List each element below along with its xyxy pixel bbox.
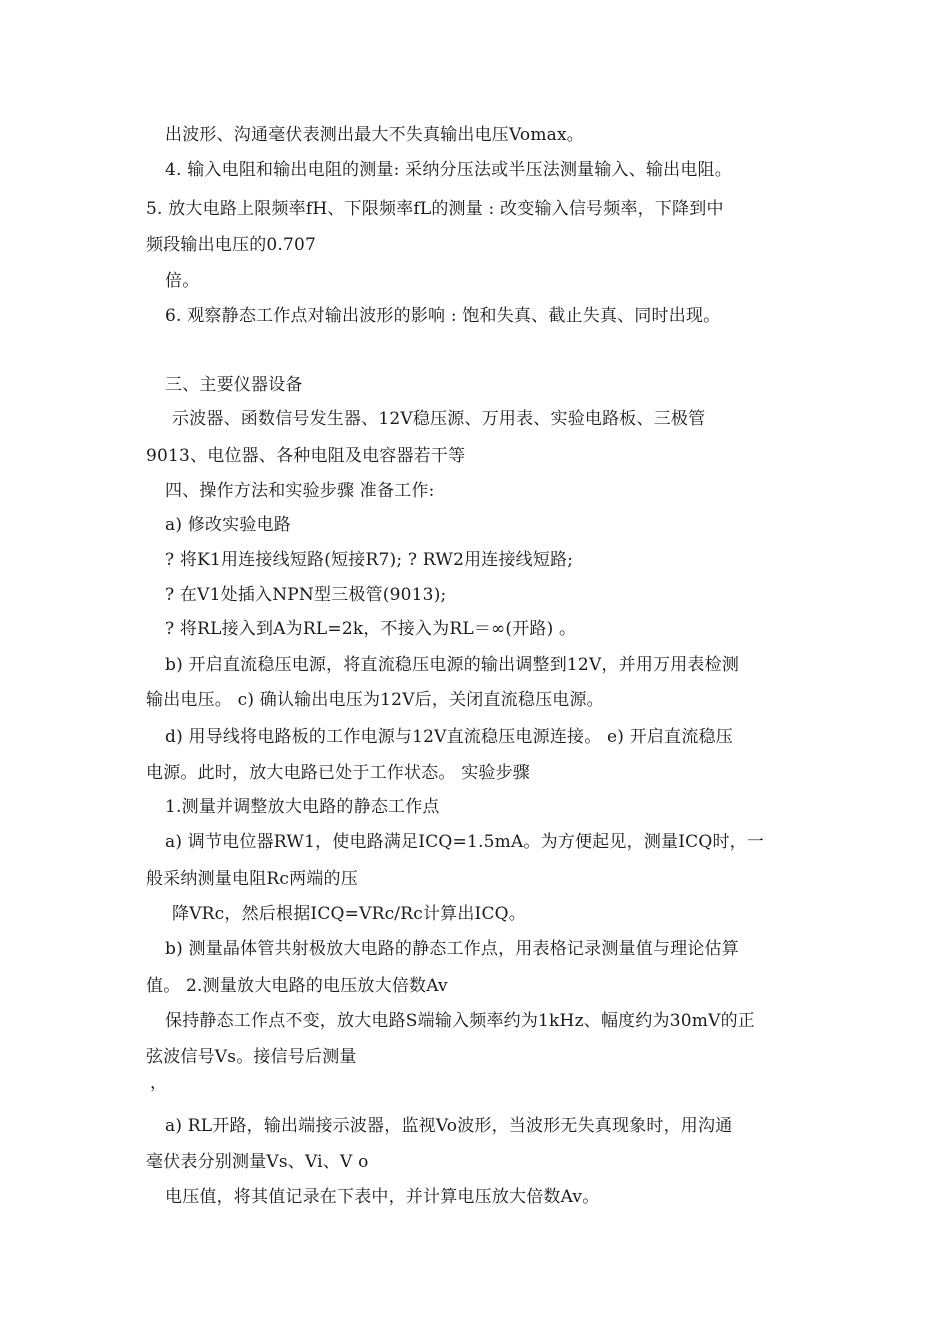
text-line-9: 9013、电位器、各种电阻及电容器若干等 (146, 446, 466, 466)
text-line-20: a) 调节电位器RW1，使电路满足ICQ=1.5mA。为方便起见，测量ICQ时，一 (165, 832, 765, 852)
text-line-21: 般采纳测量电阻Rc两端的压 (146, 869, 358, 889)
section-heading-instruments: 三、主要仪器设备 (165, 375, 303, 395)
text-line-12: ? 将K1用连接线短路(短接R7); ? RW2用连接线短路; (165, 550, 574, 570)
text-line-4: 频段输出电压的0.707 (146, 235, 317, 255)
text-line-24: 值。 2.测量放大电路的电压放大倍数Av (146, 976, 448, 996)
text-line-6: 6. 观察静态工作点对输出波形的影响 : 饱和失真、截止失真、同时出现。 (165, 306, 721, 326)
text-line-19: 1.测量并调整放大电路的静态工作点 (165, 797, 440, 817)
section-heading-procedure: 四、操作方法和实验步骤 准备工作: (165, 481, 435, 501)
text-line-13: ? 在V1处插入NPN型三极管(9013); (165, 585, 447, 605)
text-line-17: d) 用导线将电路板的工作电源与12V直流稳压电源连接。 e) 开启直流稳压 (165, 727, 733, 747)
text-line-2: 4. 输入电阻和输出电阻的测量: 采纳分压法或半压法测量输入、输出电阻。 (165, 160, 732, 180)
text-line-15: b) 开启直流稳压电源，将直流稳压电源的输出调整到12V，并用万用表检测 (165, 655, 740, 675)
text-line-3: 5. 放大电路上限频率fH、下限频率fL的测量 : 改变输入信号频率，下降到中 (146, 199, 724, 219)
text-line-26: 弦波信号Vs。接信号后测量 (146, 1047, 357, 1067)
text-line-29: 毫伏表分别测量Vs、Vi、V o (146, 1152, 369, 1172)
text-line-30: 电压值，将其值记录在下表中，并计算电压放大倍数Av。 (165, 1187, 600, 1207)
text-line-22: 降VRc，然后根据ICQ=VRc/Rc计算出ICQ。 (172, 904, 527, 924)
text-line-23: b) 测量晶体管共射极放大电路的静态工作点，用表格记录测量值与理论估算 (165, 939, 739, 959)
text-line-16: 输出电压。 c) 确认输出电压为12V后，关闭直流稳压电源。 (146, 690, 604, 710)
text-line-18: 电源。此时，放大电路已处于工作状态。 实验步骤 (146, 763, 531, 783)
text-line-11: a) 修改实验电路 (165, 515, 291, 535)
text-line-5: 倍。 (165, 271, 200, 291)
text-line-8: 示波器、函数信号发生器、12V稳压源、万用表、实验电路板、三极管 (172, 409, 706, 429)
text-line-28: a) RL开路，输出端接示波器，监视Vo波形，当波形无失真现象时，用沟通 (165, 1116, 733, 1136)
text-line-1: 出波形、沟通毫伏表测出最大不失真输出电压Vomax。 (165, 125, 584, 145)
text-line-14: ? 将RL接入到A为RL=2k，不接入为RL＝∞(开路) 。 (165, 619, 577, 639)
text-line-27: ， (150, 1073, 168, 1093)
text-line-25: 保持静态工作点不变，放大电路S端输入频率约为1kHz、幅度约为30mV的正 (165, 1011, 755, 1031)
